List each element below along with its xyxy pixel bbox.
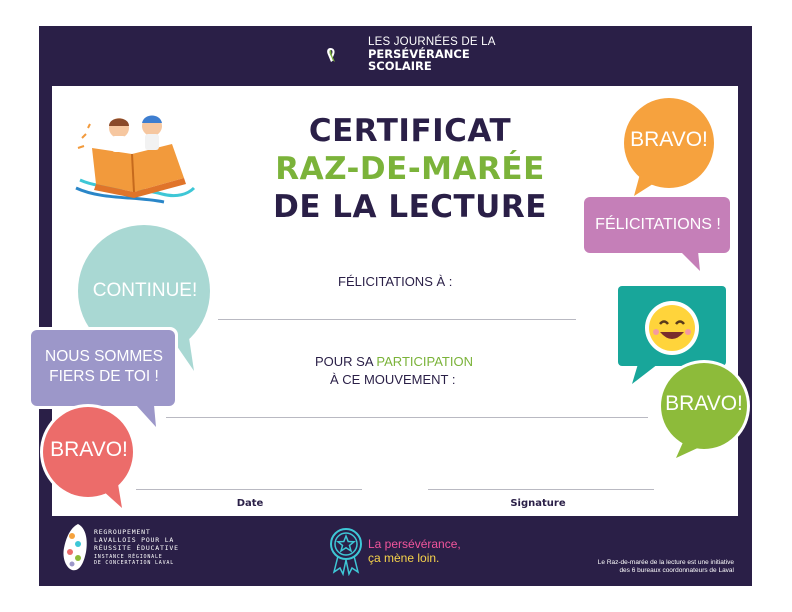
bravo-top-right-text: BRAVO! xyxy=(630,128,708,151)
header-title xyxy=(368,36,496,72)
initiative-text xyxy=(548,559,734,575)
congrats-label: FÉLICITATIONS À : xyxy=(338,274,453,289)
header-line-3: SCOLAIRE xyxy=(368,59,432,73)
regroupement-line-4: INSTANCE RÉGIONALE xyxy=(94,554,163,560)
ribbon-icon xyxy=(323,30,373,80)
nous-sommes-line-2: FIERS DE TOI ! xyxy=(49,368,159,385)
signature-label: Signature xyxy=(510,498,566,509)
nous-sommes-text xyxy=(34,347,174,387)
felicitations-bubble xyxy=(584,197,734,272)
book-kids-illustration xyxy=(72,108,197,208)
date-line[interactable] xyxy=(136,489,362,490)
participation-prefix: POUR SA xyxy=(315,354,377,369)
regroupement-line-2: LAVALLOIS POUR LA xyxy=(94,536,175,544)
signature-line[interactable] xyxy=(428,489,654,490)
certificate-title-line-1: CERTIFICAT xyxy=(308,113,512,149)
participation-label xyxy=(315,354,473,369)
certificate-title-line-2: RAZ-DE-MARÉE xyxy=(275,151,545,187)
regroupement-text xyxy=(94,528,179,566)
bravo-right-text: BRAVO! xyxy=(665,392,743,415)
certificate-title-line-3: DE LA LECTURE xyxy=(273,189,547,225)
regroupement-line-3: RÉUSSITE ÉDUCATIVE xyxy=(94,544,179,552)
felicitations-text: FÉLICITATIONS ! xyxy=(595,216,721,233)
header-line-1: LES JOURNÉES DE LA xyxy=(368,36,496,48)
tagline-line-1: La persévérance, xyxy=(368,537,461,551)
initiative-line-2: des 6 bureaux coordonnateurs de Laval xyxy=(619,567,734,574)
header-line-2: PERSÉVÉRANCE xyxy=(368,47,470,61)
smiley-icon xyxy=(645,301,699,355)
participation-highlight: PARTICIPATION xyxy=(376,354,473,369)
initiative-line-1: Le Raz-de-marée de la lecture est une initiative xyxy=(597,559,734,566)
medal-star-icon xyxy=(328,526,364,576)
bravo-left-text: BRAVO! xyxy=(50,438,128,461)
tagline xyxy=(368,537,461,565)
regroupement-line-1: REGROUPEMENT xyxy=(94,528,151,536)
recipient-name-line[interactable] xyxy=(218,319,576,320)
tagline-line-2: ça mène loin. xyxy=(368,551,440,565)
date-label: Date xyxy=(236,498,264,509)
nous-sommes-line-1: NOUS SOMMES xyxy=(45,348,163,365)
regroupement-logo xyxy=(60,522,90,572)
continue-text: CONTINUE! xyxy=(92,280,198,301)
movement-line[interactable] xyxy=(166,417,648,418)
movement-label: À CE MOUVEMENT : xyxy=(330,372,456,387)
regroupement-line-5: DE CONCERTATION LAVAL xyxy=(94,560,175,566)
